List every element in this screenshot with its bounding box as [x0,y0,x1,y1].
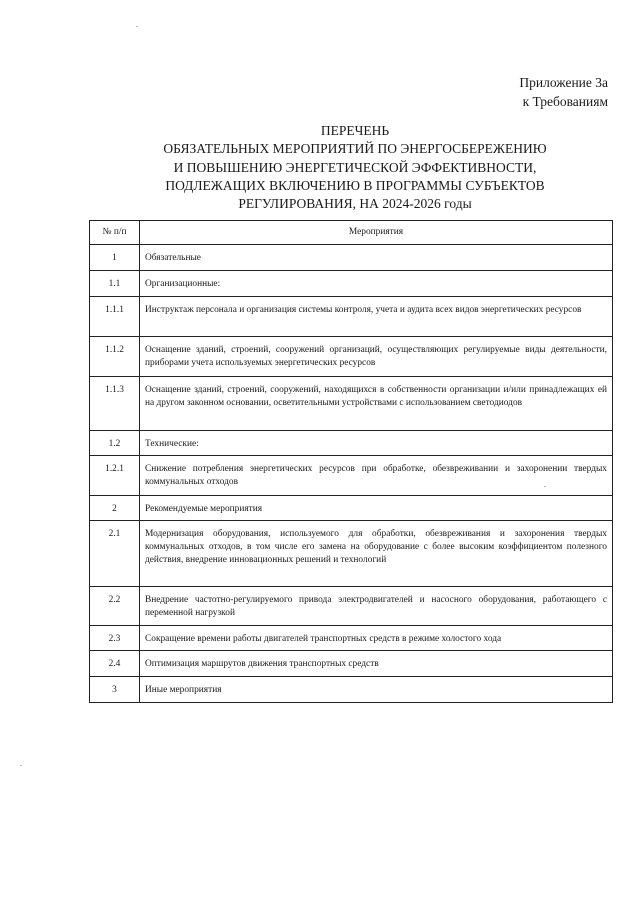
appendix-reference [519,73,608,111]
row-text: Оснащение зданий, строений, сооружений организаций, осуществляющих регулируемые виды деятельности, приборами учета используемых энергетических ресурсов [140,337,613,377]
measures-table [89,220,613,703]
header-num: № п/п [90,221,140,245]
header-measures: Мероприятия [140,221,613,245]
row-num: 1.1.1 [90,297,140,337]
title-line: ОБЯЗАТЕЛЬНЫХ МЕРОПРИЯТИЙ ПО ЭНЕРГОСБЕРЕЖЕНИЮ [163,141,547,157]
table-row [90,456,613,496]
title-line: РЕГУЛИРОВАНИЯ, НА 2024-2026 годы [238,196,472,212]
row-text: Технические: [140,431,613,456]
row-text: Рекомендуемые мероприятия [140,496,613,521]
row-num: 3 [90,677,140,703]
row-num: 2 [90,496,140,521]
table-row [90,651,613,677]
title-line: ПЕРЕЧЕНЬ [320,123,390,138]
row-num: 1.1 [90,271,140,297]
row-num: 1.1.2 [90,337,140,377]
scan-speck [20,765,22,766]
table-row [90,337,613,377]
table-row [90,496,613,521]
table-row [90,521,613,587]
scan-speck [136,26,138,27]
table-row [90,677,613,703]
row-text: Организационные: [140,271,613,297]
row-text: Обязательные [140,245,613,271]
table-row [90,377,613,431]
row-text: Инструктаж персонала и организация системы контроля, учета и аудита всех видов энергетических ресурсов [140,297,613,337]
row-text: Оптимизация маршрутов движения транспортных средств [140,651,613,677]
scan-speck [544,486,546,487]
table-row [90,626,613,651]
row-num: 1.2 [90,431,140,456]
row-text: Модернизация оборудования, используемого для обработки, обезвреживания и захоронения твердых коммунальных отходов, в том числе его замена на оборудование с более высоким коэффициентом полезного действия, внедрение инновационных решений и технологий [140,521,613,587]
row-text: Иные мероприятия [140,677,613,703]
row-num: 2.3 [90,626,140,651]
title-line: И ПОВЫШЕНИЮ ЭНЕРГЕТИЧЕСКОЙ ЭФФЕКТИВНОСТИ, [173,159,537,175]
row-num: 2.1 [90,521,140,587]
table-row [90,297,613,337]
table-row [90,271,613,297]
table-row [90,431,613,456]
row-num: 1 [90,245,140,271]
table-header-row [90,221,613,245]
table-row [90,245,613,271]
document-title [95,122,615,213]
row-text: Внедрение частотно-регулируемого привода электродвигателей и насосного оборудования, работающего с переменной нагрузкой [140,587,613,626]
row-num: 2.4 [90,651,140,677]
row-text: Сокращение времени работы двигателей транспортных средств в режиме холостого хода [140,626,613,651]
title-line: ПОДЛЕЖАЩИХ ВКЛЮЧЕНИЮ В ПРОГРАММЫ СУБЪЕКТОВ [165,177,545,193]
row-num: 1.2.1 [90,456,140,496]
appendix-line-2: к Требованиям [522,94,608,109]
row-num: 2.2 [90,587,140,626]
row-num: 1.1.3 [90,377,140,431]
row-text: Снижение потребления энергетических ресурсов при обработке, обезвреживании и захоронении твердых коммунальных отходов [140,456,613,496]
appendix-line-1: Приложение 3а [519,75,608,90]
table-row [90,587,613,626]
row-text: Оснащение зданий, строений, сооружений, находящихся в собственности организации и/или принадлежащих ей на другом законном основании, осветительными устройствами с использованием светодиодов [140,377,613,431]
